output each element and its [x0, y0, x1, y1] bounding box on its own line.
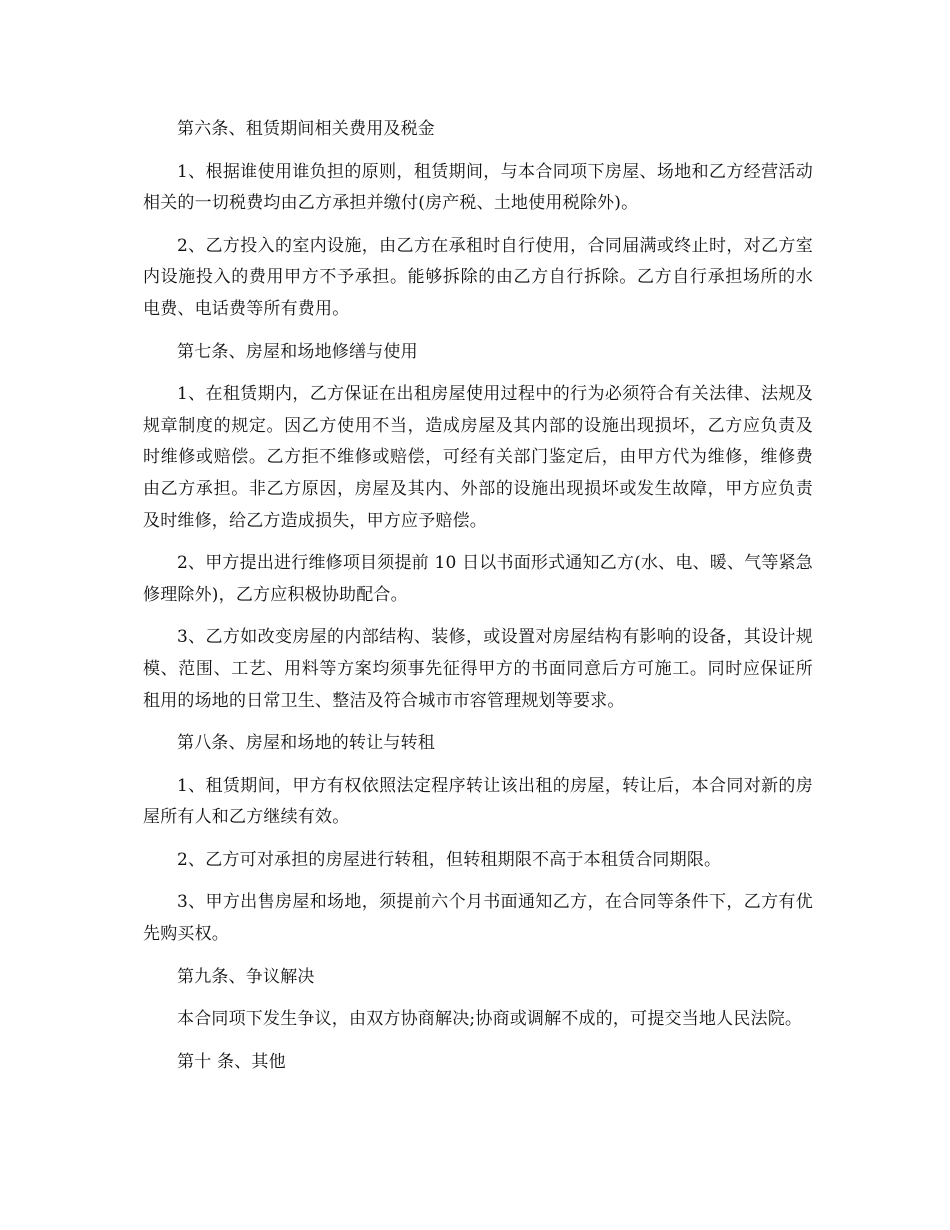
section-heading-6: 第六条、租赁期间相关费用及税金 — [177, 119, 435, 139]
section-heading-8: 第八条、房屋和场地的转让与转租 — [177, 733, 435, 754]
paragraph-8-1: 1、租赁期间，甲方有权依照法定程序转让该出租的房屋，转让后，本合同对新的房屋所有人和乙方继续有效。 — [143, 775, 813, 828]
document-body — [143, 114, 813, 1089]
paragraph-6-2: 2、乙方投入的室内设施，由乙方在承租时自行使用，合同届满或终止时，对乙方室内设施投入的费用甲方不予承担。能够拆除的由乙方自行拆除。乙方自行承担场所的水电费、电话费等所有费用。 — [143, 235, 813, 319]
paragraph-8-3: 3、甲方出售房屋和场地，须提前六个月书面通知乙方，在合同等条件下，乙方有优先购买权。 — [143, 892, 813, 945]
paragraph-9-1: 本合同项下发生争议，由双方协商解决;协商或调解不成的，可提交当地人民法院。 — [177, 1009, 803, 1030]
paragraph-6-1: 1、根据谁使用谁负担的原则，租赁期间，与本合同项下房屋、场地和乙方经营活动相关的一切税费均由乙方承担并缴付(房产税、土地使用税除外)。 — [143, 161, 813, 214]
section-heading-10: 第十 条、其他 — [177, 1051, 286, 1072]
paragraph-7-1: 1、在租赁期内，乙方保证在出租房屋使用过程中的行为必须符合有关法律、法规及规章制度的规定。因乙方使用不当，造成房屋及其内部的设施出现损坏，乙方应负责及时维修或赔偿。乙方拒不维修或赔偿，可经有关部门鉴定后，由甲方代为维修，维修费由乙方承担。非乙方原因，房屋及其内、外部的设施出现损坏或发生故障，甲方应负责及时维修，给乙方造成损失，甲方应予赔偿。 — [143, 384, 813, 531]
paragraph-8-2: 2、乙方可对承担的房屋进行转租，但转租期限不高于本租赁合同期限。 — [177, 849, 722, 870]
paragraph-7-2: 2、甲方提出进行维修项目须提前 10 日以书面形式通知乙方(水、电、暖、气等紧急修理除外)，乙方应积极协助配合。 — [143, 553, 813, 605]
paragraph-7-3: 3、乙方如改变房屋的内部结构、装修，或设置对房屋结构有影响的设备，其设计规模、范围、工艺、用料等方案均须事先征得甲方的书面同意后方可施工。同时应保证所租用的场地的日常卫生、整洁及符合城市市容管理规划等要求。 — [143, 627, 813, 711]
section-heading-9: 第九条、争议解决 — [177, 966, 315, 987]
section-heading-7: 第七条、房屋和场地修缮与使用 — [177, 341, 418, 362]
